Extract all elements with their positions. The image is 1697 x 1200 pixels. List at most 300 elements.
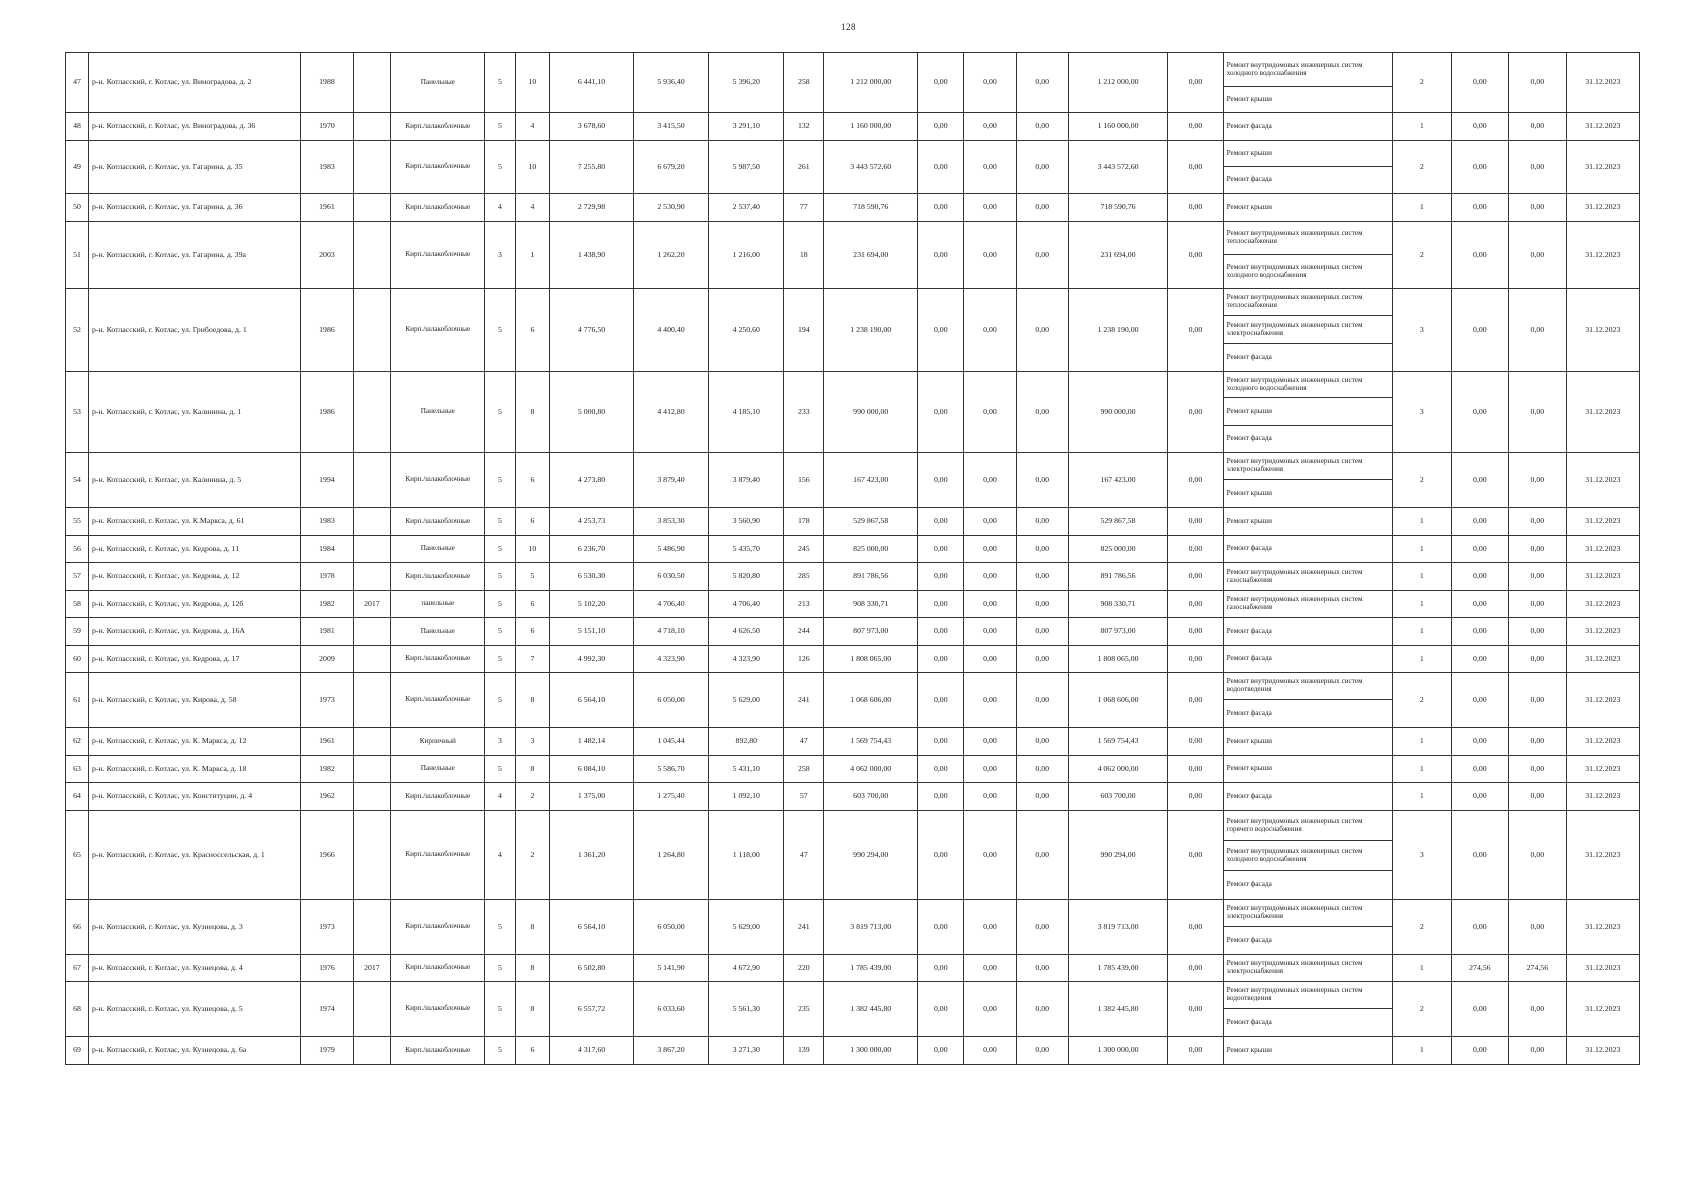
fund-source-4: 1 569 754,43 bbox=[1068, 728, 1167, 756]
row-number: 49 bbox=[66, 141, 89, 194]
living-area: 1 045,44 bbox=[633, 728, 708, 756]
wall-material: Кирп./шлакоблочные bbox=[391, 955, 485, 982]
fund-source-4: 1 238 190,00 bbox=[1068, 289, 1167, 372]
row-number: 55 bbox=[66, 508, 89, 536]
row-number: 67 bbox=[66, 955, 89, 982]
residential-area: 5 987,50 bbox=[709, 141, 784, 194]
entrances-count: 7 bbox=[515, 646, 550, 673]
fund-source-1: 0,00 bbox=[918, 591, 964, 618]
fund-source-5: 0,00 bbox=[1168, 1037, 1223, 1065]
fund-source-2: 0,00 bbox=[964, 289, 1016, 372]
year-built: 1962 bbox=[301, 783, 353, 811]
repair-work-item: Ремонт внутридомовых инженерных систем холодного водоснабжения bbox=[1224, 372, 1392, 398]
total-area: 1 375,00 bbox=[550, 783, 634, 811]
unit-cost-1: 0,00 bbox=[1451, 53, 1509, 113]
fund-source-3: 0,00 bbox=[1016, 508, 1068, 536]
year-commissioned bbox=[353, 756, 391, 783]
wall-material: Кирп./шлакоблочные bbox=[391, 194, 485, 222]
wall-material: Кирп./шлакоблочные bbox=[391, 563, 485, 591]
year-built: 1966 bbox=[301, 811, 353, 900]
residents-count: 18 bbox=[784, 222, 824, 289]
unit-cost-1: 0,00 bbox=[1451, 646, 1509, 673]
fund-source-2: 0,00 bbox=[964, 646, 1016, 673]
wall-material: Панельные bbox=[391, 618, 485, 646]
total-area: 5 102,20 bbox=[550, 591, 634, 618]
entrances-count: 4 bbox=[515, 113, 550, 141]
entrances-count: 2 bbox=[515, 783, 550, 811]
fund-source-4: 1 160 000,00 bbox=[1068, 113, 1167, 141]
residential-area: 3 291,10 bbox=[709, 113, 784, 141]
fund-source-3: 0,00 bbox=[1016, 536, 1068, 563]
total-area: 7 255,80 bbox=[550, 141, 634, 194]
address-cell: р-н. Котласский, г. Котлас, ул. Кузнецова, д. 6а bbox=[89, 1037, 301, 1065]
residential-area: 3 560,90 bbox=[709, 508, 784, 536]
total-cost: 529 867,58 bbox=[824, 508, 918, 536]
fund-source-1: 0,00 bbox=[918, 673, 964, 728]
works-count: 1 bbox=[1393, 756, 1452, 783]
repair-work-item: Ремонт фасада bbox=[1226, 544, 1272, 553]
floors-count: 5 bbox=[485, 955, 515, 982]
entrances-count: 8 bbox=[515, 982, 550, 1037]
table-row bbox=[66, 536, 1640, 563]
repair-works bbox=[1223, 756, 1392, 783]
total-cost: 1 569 754,43 bbox=[824, 728, 918, 756]
fund-source-2: 0,00 bbox=[964, 1037, 1016, 1065]
fund-source-4: 231 694,00 bbox=[1068, 222, 1167, 289]
year-built: 1982 bbox=[301, 591, 353, 618]
repair-work-item: Ремонт крыши bbox=[1224, 398, 1392, 426]
year-commissioned bbox=[353, 289, 391, 372]
total-area: 3 678,60 bbox=[550, 113, 634, 141]
works-count: 2 bbox=[1393, 53, 1452, 113]
fund-source-2: 0,00 bbox=[964, 900, 1016, 955]
floors-count: 4 bbox=[485, 194, 515, 222]
wall-material: Панельные bbox=[391, 756, 485, 783]
repair-work-item: Ремонт крыши bbox=[1226, 516, 1272, 525]
completion-date: 31.12.2023 bbox=[1566, 756, 1639, 783]
repair-works bbox=[1223, 141, 1392, 194]
entrances-count: 8 bbox=[515, 955, 550, 982]
wall-material: Панельные bbox=[391, 372, 485, 453]
fund-source-1: 0,00 bbox=[918, 536, 964, 563]
floors-count: 4 bbox=[485, 783, 515, 811]
fund-source-4: 718 590,76 bbox=[1068, 194, 1167, 222]
fund-source-4: 1 785 439,00 bbox=[1068, 955, 1167, 982]
year-built: 1986 bbox=[301, 372, 353, 453]
completion-date: 31.12.2023 bbox=[1566, 900, 1639, 955]
works-count: 1 bbox=[1393, 113, 1452, 141]
entrances-count: 6 bbox=[515, 289, 550, 372]
entrances-count: 10 bbox=[515, 53, 550, 113]
year-commissioned bbox=[353, 673, 391, 728]
total-cost: 1 212 000,00 bbox=[824, 53, 918, 113]
row-number: 47 bbox=[66, 53, 89, 113]
row-number: 48 bbox=[66, 113, 89, 141]
floors-count: 5 bbox=[485, 53, 515, 113]
total-cost: 1 238 190,00 bbox=[824, 289, 918, 372]
year-commissioned bbox=[353, 728, 391, 756]
wall-material: Кирп./шлакоблочные bbox=[391, 453, 485, 508]
unit-cost-2: 0,00 bbox=[1509, 646, 1567, 673]
fund-source-4: 1 068 606,00 bbox=[1068, 673, 1167, 728]
fund-source-5: 0,00 bbox=[1168, 756, 1223, 783]
fund-source-1: 0,00 bbox=[918, 113, 964, 141]
entrances-count: 1 bbox=[515, 222, 550, 289]
works-count: 3 bbox=[1393, 372, 1452, 453]
wall-material: Кирп./шлакоблочные bbox=[391, 811, 485, 900]
total-area: 6 502,80 bbox=[550, 955, 634, 982]
unit-cost-2: 0,00 bbox=[1509, 1037, 1567, 1065]
unit-cost-2: 0,00 bbox=[1509, 194, 1567, 222]
repair-work-item: Ремонт фасада bbox=[1226, 175, 1272, 184]
repair-work-item: Ремонт фасада bbox=[1226, 654, 1272, 663]
table-row bbox=[66, 1037, 1640, 1065]
fund-source-2: 0,00 bbox=[964, 756, 1016, 783]
year-commissioned bbox=[353, 453, 391, 508]
fund-source-4: 4 062 000,00 bbox=[1068, 756, 1167, 783]
residential-area: 5 435,70 bbox=[709, 536, 784, 563]
works-count: 2 bbox=[1393, 141, 1452, 194]
unit-cost-2: 0,00 bbox=[1509, 783, 1567, 811]
address-cell: р-н. Котласский, г. Котлас, ул. Гагарина, д. 35 bbox=[89, 141, 301, 194]
total-area: 4 273,80 bbox=[550, 453, 634, 508]
fund-source-3: 0,00 bbox=[1016, 194, 1068, 222]
fund-source-3: 0,00 bbox=[1016, 618, 1068, 646]
address-cell: р-н. Котласский, г. Котлас, ул. Красноссельская, д. 1 bbox=[89, 811, 301, 900]
wall-material: Кирп./шлакоблочные bbox=[391, 982, 485, 1037]
unit-cost-1: 0,00 bbox=[1451, 372, 1509, 453]
residents-count: 233 bbox=[784, 372, 824, 453]
total-area: 6 557,72 bbox=[550, 982, 634, 1037]
row-number: 60 bbox=[66, 646, 89, 673]
floors-count: 5 bbox=[485, 591, 515, 618]
residential-area: 4 185,10 bbox=[709, 372, 784, 453]
entrances-count: 8 bbox=[515, 673, 550, 728]
floors-count: 5 bbox=[485, 618, 515, 646]
repair-work-item: Ремонт крыши bbox=[1226, 94, 1272, 103]
repair-work-item: Ремонт внутридомовых инженерных систем холодного водоснабжения bbox=[1226, 262, 1363, 279]
repair-works bbox=[1223, 508, 1392, 536]
residents-count: 220 bbox=[784, 955, 824, 982]
fund-source-2: 0,00 bbox=[964, 673, 1016, 728]
fund-source-1: 0,00 bbox=[918, 756, 964, 783]
wall-material: Кирп./шлакоблочные bbox=[391, 289, 485, 372]
residents-count: 258 bbox=[784, 53, 824, 113]
fund-source-4: 3 819 713,00 bbox=[1068, 900, 1167, 955]
row-number: 52 bbox=[66, 289, 89, 372]
works-count: 1 bbox=[1393, 618, 1452, 646]
works-count: 2 bbox=[1393, 673, 1452, 728]
entrances-count: 6 bbox=[515, 591, 550, 618]
residents-count: 132 bbox=[784, 113, 824, 141]
fund-source-1: 0,00 bbox=[918, 783, 964, 811]
repair-work-item: Ремонт фасада bbox=[1226, 121, 1272, 130]
residential-area: 3 271,30 bbox=[709, 1037, 784, 1065]
residential-area: 2 537,40 bbox=[709, 194, 784, 222]
entrances-count: 6 bbox=[515, 1037, 550, 1065]
floors-count: 3 bbox=[485, 222, 515, 289]
fund-source-3: 0,00 bbox=[1016, 756, 1068, 783]
total-area: 4 317,60 bbox=[550, 1037, 634, 1065]
fund-source-3: 0,00 bbox=[1016, 811, 1068, 900]
fund-source-3: 0,00 bbox=[1016, 955, 1068, 982]
unit-cost-2: 0,00 bbox=[1509, 141, 1567, 194]
address-cell: р-н. Котласский, г. Котлас, ул. Виноградова, д. 36 bbox=[89, 113, 301, 141]
living-area: 3 879,40 bbox=[633, 453, 708, 508]
repair-works bbox=[1223, 1037, 1392, 1065]
fund-source-1: 0,00 bbox=[918, 222, 964, 289]
completion-date: 31.12.2023 bbox=[1566, 673, 1639, 728]
fund-source-5: 0,00 bbox=[1168, 453, 1223, 508]
unit-cost-1: 0,00 bbox=[1451, 756, 1509, 783]
total-cost: 231 694,00 bbox=[824, 222, 918, 289]
table-row bbox=[66, 372, 1640, 453]
residents-count: 194 bbox=[784, 289, 824, 372]
repair-work-item: Ремонт крыши bbox=[1224, 141, 1392, 167]
completion-date: 31.12.2023 bbox=[1566, 563, 1639, 591]
row-number: 51 bbox=[66, 222, 89, 289]
fund-source-3: 0,00 bbox=[1016, 783, 1068, 811]
total-cost: 990 000,00 bbox=[824, 372, 918, 453]
total-cost: 3 443 572,60 bbox=[824, 141, 918, 194]
fund-source-3: 0,00 bbox=[1016, 53, 1068, 113]
completion-date: 31.12.2023 bbox=[1566, 53, 1639, 113]
floors-count: 5 bbox=[485, 372, 515, 453]
total-area: 6 530,30 bbox=[550, 563, 634, 591]
unit-cost-1: 0,00 bbox=[1451, 563, 1509, 591]
address-cell: р-н. Котласский, г. Котлас, ул. Кирова, д. 58 bbox=[89, 673, 301, 728]
total-area: 2 729,98 bbox=[550, 194, 634, 222]
total-cost: 718 590,76 bbox=[824, 194, 918, 222]
wall-material: Кирп./шлакоблочные bbox=[391, 673, 485, 728]
floors-count: 5 bbox=[485, 1037, 515, 1065]
completion-date: 31.12.2023 bbox=[1566, 955, 1639, 982]
fund-source-5: 0,00 bbox=[1168, 372, 1223, 453]
repair-work-item: Ремонт внутридомовых инженерных систем горячего водоснабжения bbox=[1224, 811, 1392, 841]
year-commissioned bbox=[353, 536, 391, 563]
fund-source-1: 0,00 bbox=[918, 53, 964, 113]
address-cell: р-н. Котласский, г. Котлас, ул. Кузнецова, д. 4 bbox=[89, 955, 301, 982]
wall-material: панельные bbox=[391, 591, 485, 618]
repair-works bbox=[1223, 536, 1392, 563]
row-number: 69 bbox=[66, 1037, 89, 1065]
entrances-count: 8 bbox=[515, 756, 550, 783]
unit-cost-2: 0,00 bbox=[1509, 536, 1567, 563]
fund-source-2: 0,00 bbox=[964, 194, 1016, 222]
year-commissioned bbox=[353, 1037, 391, 1065]
living-area: 4 718,10 bbox=[633, 618, 708, 646]
repair-works bbox=[1223, 563, 1392, 591]
floors-count: 5 bbox=[485, 453, 515, 508]
fund-source-5: 0,00 bbox=[1168, 646, 1223, 673]
wall-material: Кирпичный bbox=[391, 728, 485, 756]
works-count: 1 bbox=[1393, 536, 1452, 563]
fund-source-3: 0,00 bbox=[1016, 222, 1068, 289]
table-row bbox=[66, 53, 1640, 113]
repair-work-item: Ремонт внутридомовых инженерных систем водоотведения bbox=[1224, 982, 1392, 1009]
repair-works bbox=[1223, 372, 1392, 453]
residential-area: 5 396,20 bbox=[709, 53, 784, 113]
entrances-count: 4 bbox=[515, 194, 550, 222]
residents-count: 285 bbox=[784, 563, 824, 591]
fund-source-4: 1 300 000,00 bbox=[1068, 1037, 1167, 1065]
row-number: 50 bbox=[66, 194, 89, 222]
living-area: 6 033,60 bbox=[633, 982, 708, 1037]
fund-source-5: 0,00 bbox=[1168, 591, 1223, 618]
fund-source-2: 0,00 bbox=[964, 728, 1016, 756]
wall-material: Кирп./шлакоблочные bbox=[391, 141, 485, 194]
fund-source-4: 807 973,00 bbox=[1068, 618, 1167, 646]
repair-work-item: Ремонт внутридомовых инженерных систем теплоснабжения bbox=[1224, 222, 1392, 255]
unit-cost-1: 0,00 bbox=[1451, 453, 1509, 508]
fund-source-2: 0,00 bbox=[964, 591, 1016, 618]
unit-cost-1: 0,00 bbox=[1451, 536, 1509, 563]
residents-count: 126 bbox=[784, 646, 824, 673]
unit-cost-2: 0,00 bbox=[1509, 222, 1567, 289]
row-number: 61 bbox=[66, 673, 89, 728]
fund-source-5: 0,00 bbox=[1168, 900, 1223, 955]
total-area: 5 151,10 bbox=[550, 618, 634, 646]
repair-works bbox=[1223, 955, 1392, 982]
fund-source-2: 0,00 bbox=[964, 563, 1016, 591]
unit-cost-1: 274,56 bbox=[1451, 955, 1509, 982]
fund-source-4: 529 867,58 bbox=[1068, 508, 1167, 536]
residents-count: 178 bbox=[784, 508, 824, 536]
wall-material: Панельные bbox=[391, 53, 485, 113]
fund-source-1: 0,00 bbox=[918, 453, 964, 508]
fund-source-5: 0,00 bbox=[1168, 113, 1223, 141]
residents-count: 241 bbox=[784, 673, 824, 728]
residential-area: 4 323,90 bbox=[709, 646, 784, 673]
completion-date: 31.12.2023 bbox=[1566, 113, 1639, 141]
fund-source-3: 0,00 bbox=[1016, 728, 1068, 756]
unit-cost-1: 0,00 bbox=[1451, 783, 1509, 811]
living-area: 4 323,90 bbox=[633, 646, 708, 673]
fund-source-1: 0,00 bbox=[918, 728, 964, 756]
living-area: 5 141,90 bbox=[633, 955, 708, 982]
year-commissioned bbox=[353, 783, 391, 811]
fund-source-1: 0,00 bbox=[918, 982, 964, 1037]
wall-material: Панельные bbox=[391, 536, 485, 563]
repair-works bbox=[1223, 289, 1392, 372]
repair-works bbox=[1223, 618, 1392, 646]
living-area: 5 936,40 bbox=[633, 53, 708, 113]
fund-source-5: 0,00 bbox=[1168, 955, 1223, 982]
fund-source-1: 0,00 bbox=[918, 1037, 964, 1065]
table-row bbox=[66, 955, 1640, 982]
row-number: 56 bbox=[66, 536, 89, 563]
living-area: 6 050,00 bbox=[633, 900, 708, 955]
repair-work-item: Ремонт внутридомовых инженерных систем холодного водоснабжения bbox=[1224, 841, 1392, 871]
address-cell: р-н. Котласский, г. Котлас, ул. Грибоедова, д. 1 bbox=[89, 289, 301, 372]
year-built: 1978 bbox=[301, 563, 353, 591]
fund-source-1: 0,00 bbox=[918, 900, 964, 955]
fund-source-2: 0,00 bbox=[964, 372, 1016, 453]
fund-source-3: 0,00 bbox=[1016, 900, 1068, 955]
fund-source-5: 0,00 bbox=[1168, 783, 1223, 811]
repair-works bbox=[1223, 783, 1392, 811]
unit-cost-2: 0,00 bbox=[1509, 811, 1567, 900]
year-commissioned bbox=[353, 811, 391, 900]
wall-material: Кирп./шлакоблочные bbox=[391, 1037, 485, 1065]
fund-source-2: 0,00 bbox=[964, 982, 1016, 1037]
address-cell: р-н. Котласский, г. Котлас, ул. Конституции, д. 4 bbox=[89, 783, 301, 811]
repair-work-item: Ремонт крыши bbox=[1226, 736, 1272, 745]
completion-date: 31.12.2023 bbox=[1566, 1037, 1639, 1065]
fund-source-3: 0,00 bbox=[1016, 1037, 1068, 1065]
fund-source-2: 0,00 bbox=[964, 113, 1016, 141]
unit-cost-1: 0,00 bbox=[1451, 673, 1509, 728]
year-built: 1981 bbox=[301, 618, 353, 646]
works-count: 1 bbox=[1393, 591, 1452, 618]
unit-cost-1: 0,00 bbox=[1451, 591, 1509, 618]
year-built: 1986 bbox=[301, 289, 353, 372]
year-commissioned bbox=[353, 508, 391, 536]
table-row bbox=[66, 289, 1640, 372]
row-number: 54 bbox=[66, 453, 89, 508]
repair-works bbox=[1223, 53, 1392, 113]
unit-cost-1: 0,00 bbox=[1451, 141, 1509, 194]
year-built: 1979 bbox=[301, 1037, 353, 1065]
works-count: 3 bbox=[1393, 811, 1452, 900]
unit-cost-2: 0,00 bbox=[1509, 673, 1567, 728]
address-cell: р-н. Котласский, г. Котлас, ул. К. Маркса, д. 12 bbox=[89, 728, 301, 756]
fund-source-5: 0,00 bbox=[1168, 53, 1223, 113]
repair-works bbox=[1223, 900, 1392, 955]
completion-date: 31.12.2023 bbox=[1566, 372, 1639, 453]
year-built: 1976 bbox=[301, 955, 353, 982]
total-area: 1 438,90 bbox=[550, 222, 634, 289]
page-number: 128 bbox=[841, 22, 856, 32]
year-built: 1983 bbox=[301, 508, 353, 536]
repair-work-item: Ремонт фасада bbox=[1226, 880, 1272, 889]
fund-source-3: 0,00 bbox=[1016, 453, 1068, 508]
year-commissioned bbox=[353, 563, 391, 591]
address-cell: р-н. Котласский, г. Котлас, ул. Кузнецова, д. 5 bbox=[89, 982, 301, 1037]
row-number: 58 bbox=[66, 591, 89, 618]
total-cost: 1 382 445,80 bbox=[824, 982, 918, 1037]
row-number: 65 bbox=[66, 811, 89, 900]
fund-source-4: 167 423,00 bbox=[1068, 453, 1167, 508]
repair-work-item: Ремонт внутридомовых инженерных систем электроснабжения bbox=[1226, 959, 1363, 975]
repair-works bbox=[1223, 982, 1392, 1037]
row-number: 53 bbox=[66, 372, 89, 453]
works-count: 1 bbox=[1393, 646, 1452, 673]
fund-source-2: 0,00 bbox=[964, 53, 1016, 113]
table-row bbox=[66, 811, 1640, 900]
fund-source-4: 1 808 065,00 bbox=[1068, 646, 1167, 673]
unit-cost-2: 0,00 bbox=[1509, 728, 1567, 756]
floors-count: 5 bbox=[485, 982, 515, 1037]
fund-source-3: 0,00 bbox=[1016, 289, 1068, 372]
residents-count: 235 bbox=[784, 982, 824, 1037]
total-area: 4 992,30 bbox=[550, 646, 634, 673]
floors-count: 3 bbox=[485, 728, 515, 756]
residents-count: 139 bbox=[784, 1037, 824, 1065]
address-cell: р-н. Котласский, г. Котлас, ул. Кедрова, д. 16А bbox=[89, 618, 301, 646]
works-count: 1 bbox=[1393, 563, 1452, 591]
fund-source-2: 0,00 bbox=[964, 811, 1016, 900]
fund-source-4: 990 000,00 bbox=[1068, 372, 1167, 453]
row-number: 63 bbox=[66, 756, 89, 783]
fund-source-3: 0,00 bbox=[1016, 563, 1068, 591]
works-count: 1 bbox=[1393, 194, 1452, 222]
table-row bbox=[66, 194, 1640, 222]
fund-source-1: 0,00 bbox=[918, 141, 964, 194]
repair-work-item: Ремонт внутридомовых инженерных систем теплоснабжения bbox=[1224, 289, 1392, 316]
total-cost: 4 062 000,00 bbox=[824, 756, 918, 783]
wall-material: Кирп./шлакоблочные bbox=[391, 900, 485, 955]
